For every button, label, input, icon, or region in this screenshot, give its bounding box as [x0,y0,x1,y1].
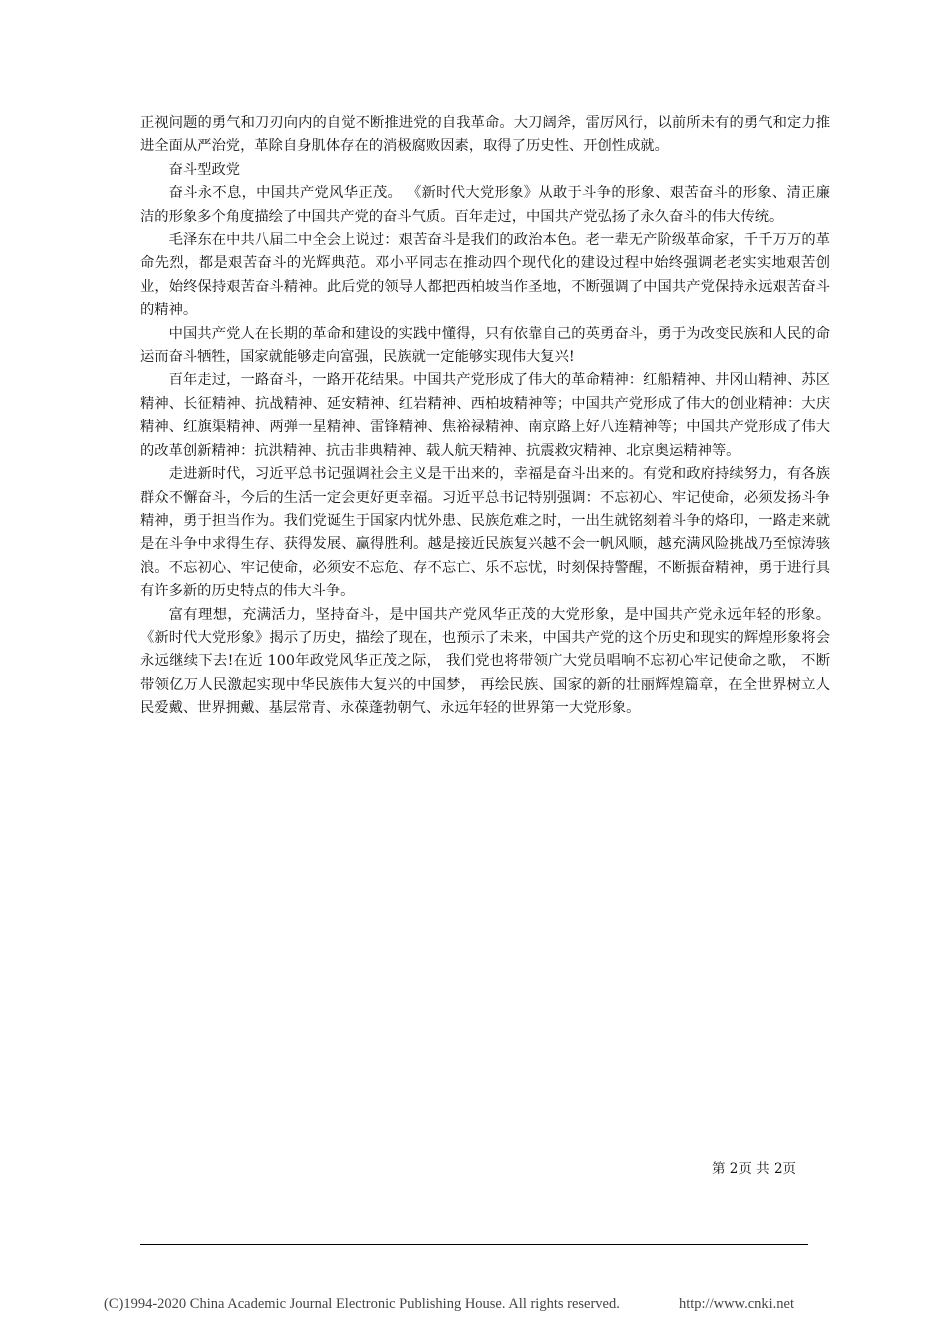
cnki-url: http://www.cnki.net [678,1296,794,1312]
paragraph: 富有理想，充满活力，坚持奋斗，是中国共产党风华正茂的大党形象，是中国共产党永远年轻的形象。 《新时代大党形象》揭示了历史，描绘了现在，也预示了未来，中国共产党的这个历史和现实的辉煌形象将会永远继续下去!在近 100年政党风华正茂之际， 我们党也将带领广大党员唱响不忘初心牢记使命之歌， 不断带领亿万人民激起实现中华民族伟大复兴的中国梦， 再绘民族、国家的新的壮丽辉煌篇章，在全世界树立人民爱戴、世界拥戴、基层常青、永葆蓬勃朝气、永远年轻的世界第一大党形象。 [140,606,830,717]
paragraph: 走进新时代，习近平总书记强调社会主义是干出来的，幸福是奋斗出来的。有党和政府持续努力，有各族群众不懈奋斗，今后的生活一定会更好更幸福。习近平总书记特别强调：不忘初心、牢记使命，必须发扬斗争精神，勇于担当作为。我们党诞生于国家内忧外患、民族危难之时，一出生就铭刻着斗争的烙印，一路走来就是在斗争中求得生存、获得发展、赢得胜利。越是接近民族复兴越不会一帆风顺，越充满风险挑战乃至惊涛骇浪。不忘初心、牢记使命，必须安不忘危、存不忘亡、乐不忘忧，时刻保持警醒，不断振奋精神，勇于进行具有许多新的历史特点的伟大斗争。 [140,466,830,600]
paragraph: 百年走过，一路奋斗，一路开花结果。中国共产党形成了伟大的革命精神：红船精神、井冈山精神、苏区精神、长征精神、抗战精神、延安精神、红岩精神、西柏坡精神等；中国共产党形成了伟大的创业精神：大庆精神、红旗渠精神、两弹一星精神、雷锋精神、焦裕禄精神、南京路上好八连精神等；中国共产党形成了伟大的改革创新精神：抗洪精神、抗击非典精神、载人航天精神、抗震救灾精神、北京奥运精神等。 [140,372,830,459]
page-number: 第 2页 共 2页 [712,1161,797,1177]
paragraph: 毛泽东在中共八届二中全会上说过：艰苦奋斗是我们的政治本色。老一辈无产阶级革命家，千千万万的革命先烈，都是艰苦奋斗的光辉典范。邓小平同志在推动四个现代化的建设过程中始终强调老老实实地艰苦创业，始终保持艰苦奋斗精神。此后党的领导人都把西柏坡当作圣地，不断强调了中国共产党保持永远艰苦奋斗的精神。 [140,232,830,319]
paragraph-continued: 正视问题的勇气和刀刃向内的自觉不断推进党的自我革命。大刀阔斧，雷厉风行，以前所未有的勇气和定力推进全面从严治党，革除自身肌体存在的消极腐败因素，取得了历史性、开创性成就。 [140,115,830,155]
paragraph: 奋斗永不息，中国共产党风华正茂。 《新时代大党形象》从敢于斗争的形象、艰苦奋斗的形象、清正廉洁的形象多个角度描绘了中国共产党的奋斗气质。百年走过，中国共产党弘扬了永久奋斗的伟大传统。 [140,185,830,225]
paragraph: 中国共产党人在长期的革命和建设的实践中懂得，只有依靠自己的英勇奋斗，勇于为改变民族和人民的命运而奋斗牺牲，国家就能够走向富强，民族就一定能够实现伟大复兴! [140,325,830,366]
footer-divider [140,1244,808,1245]
section-heading: 奋斗型政党 [168,161,241,178]
article-body [140,112,830,721]
copyright-notice: (C)1994-2020 China Academic Journal Electronic Publishing House. All rights reserved. [104,1296,620,1312]
copyright-line [104,1296,794,1313]
